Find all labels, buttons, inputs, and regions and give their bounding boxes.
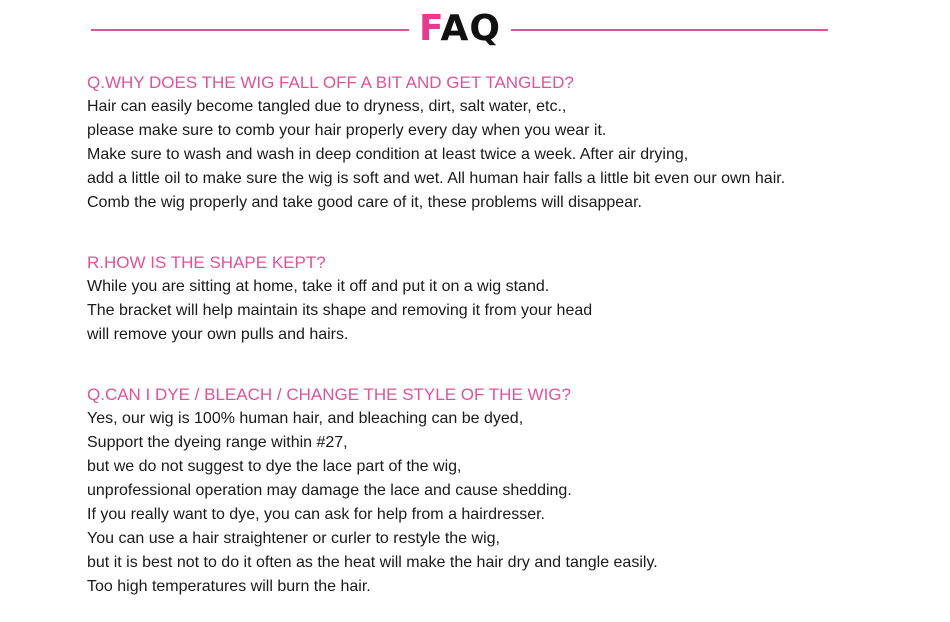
faq-answer-line: If you really want to dye, you can ask for help from a hairdresser. — [87, 506, 545, 523]
faq-answer-line: unprofessional operation may damage the lace and cause shedding. — [87, 482, 572, 499]
faq-answer-line: please make sure to comb your hair properly every day when you wear it. — [87, 122, 607, 139]
title-rest: AQ — [440, 8, 501, 49]
faq-answer-line: Hair can easily become tangled due to dryness, dirt, salt water, etc., — [87, 98, 567, 115]
faq-item-2 — [87, 251, 592, 347]
faq-answer-line: Comb the wig properly and take good care of it, these problems will disappear. — [87, 194, 642, 211]
faq-answer-line: Make sure to wash and wash in deep condition at least twice a week. After air drying, — [87, 146, 689, 163]
faq-answer-line: The bracket will help maintain its shape and removing it from your head — [87, 302, 593, 319]
faq-item-3 — [87, 383, 658, 599]
header-left-rule — [91, 29, 409, 31]
faq-answer-line: will remove your own pulls and hairs. — [87, 326, 349, 343]
faq-question: Q.CAN I DYE / BLEACH / CHANGE THE STYLE OF THE WIG? — [87, 385, 571, 404]
faq-answer-line: add a little oil to make sure the wig is soft and wet. All human hair falls a little bit even our own hair. — [87, 170, 786, 187]
faq-answer-line: but we do not suggest to dye the lace part of the wig, — [87, 458, 462, 475]
faq-item-1 — [87, 71, 785, 215]
header-right-rule — [511, 29, 828, 31]
faq-answer-line: While you are sitting at home, take it off and put it on a wig stand. — [87, 278, 550, 295]
faq-answer-line: but it is best not to do it often as the heat will make the hair dry and tangle easily. — [87, 554, 658, 571]
faq-question: R.HOW IS THE SHAPE KEPT? — [87, 253, 326, 272]
page-title — [418, 6, 502, 52]
faq-answer-line: Yes, our wig is 100% human hair, and bleaching can be dyed, — [87, 410, 524, 427]
title-first-letter: F — [419, 8, 441, 49]
faq-header — [0, 6, 950, 52]
faq-answer-line: You can use a hair straightener or curler to restyle the wig, — [87, 530, 500, 547]
faq-question: Q.WHY DOES THE WIG FALL OFF A BIT AND GET TANGLED? — [87, 73, 574, 92]
faq-answer-line: Support the dyeing range within #27, — [87, 434, 348, 451]
faq-answer-line: Too high temperatures will burn the hair. — [87, 578, 371, 595]
